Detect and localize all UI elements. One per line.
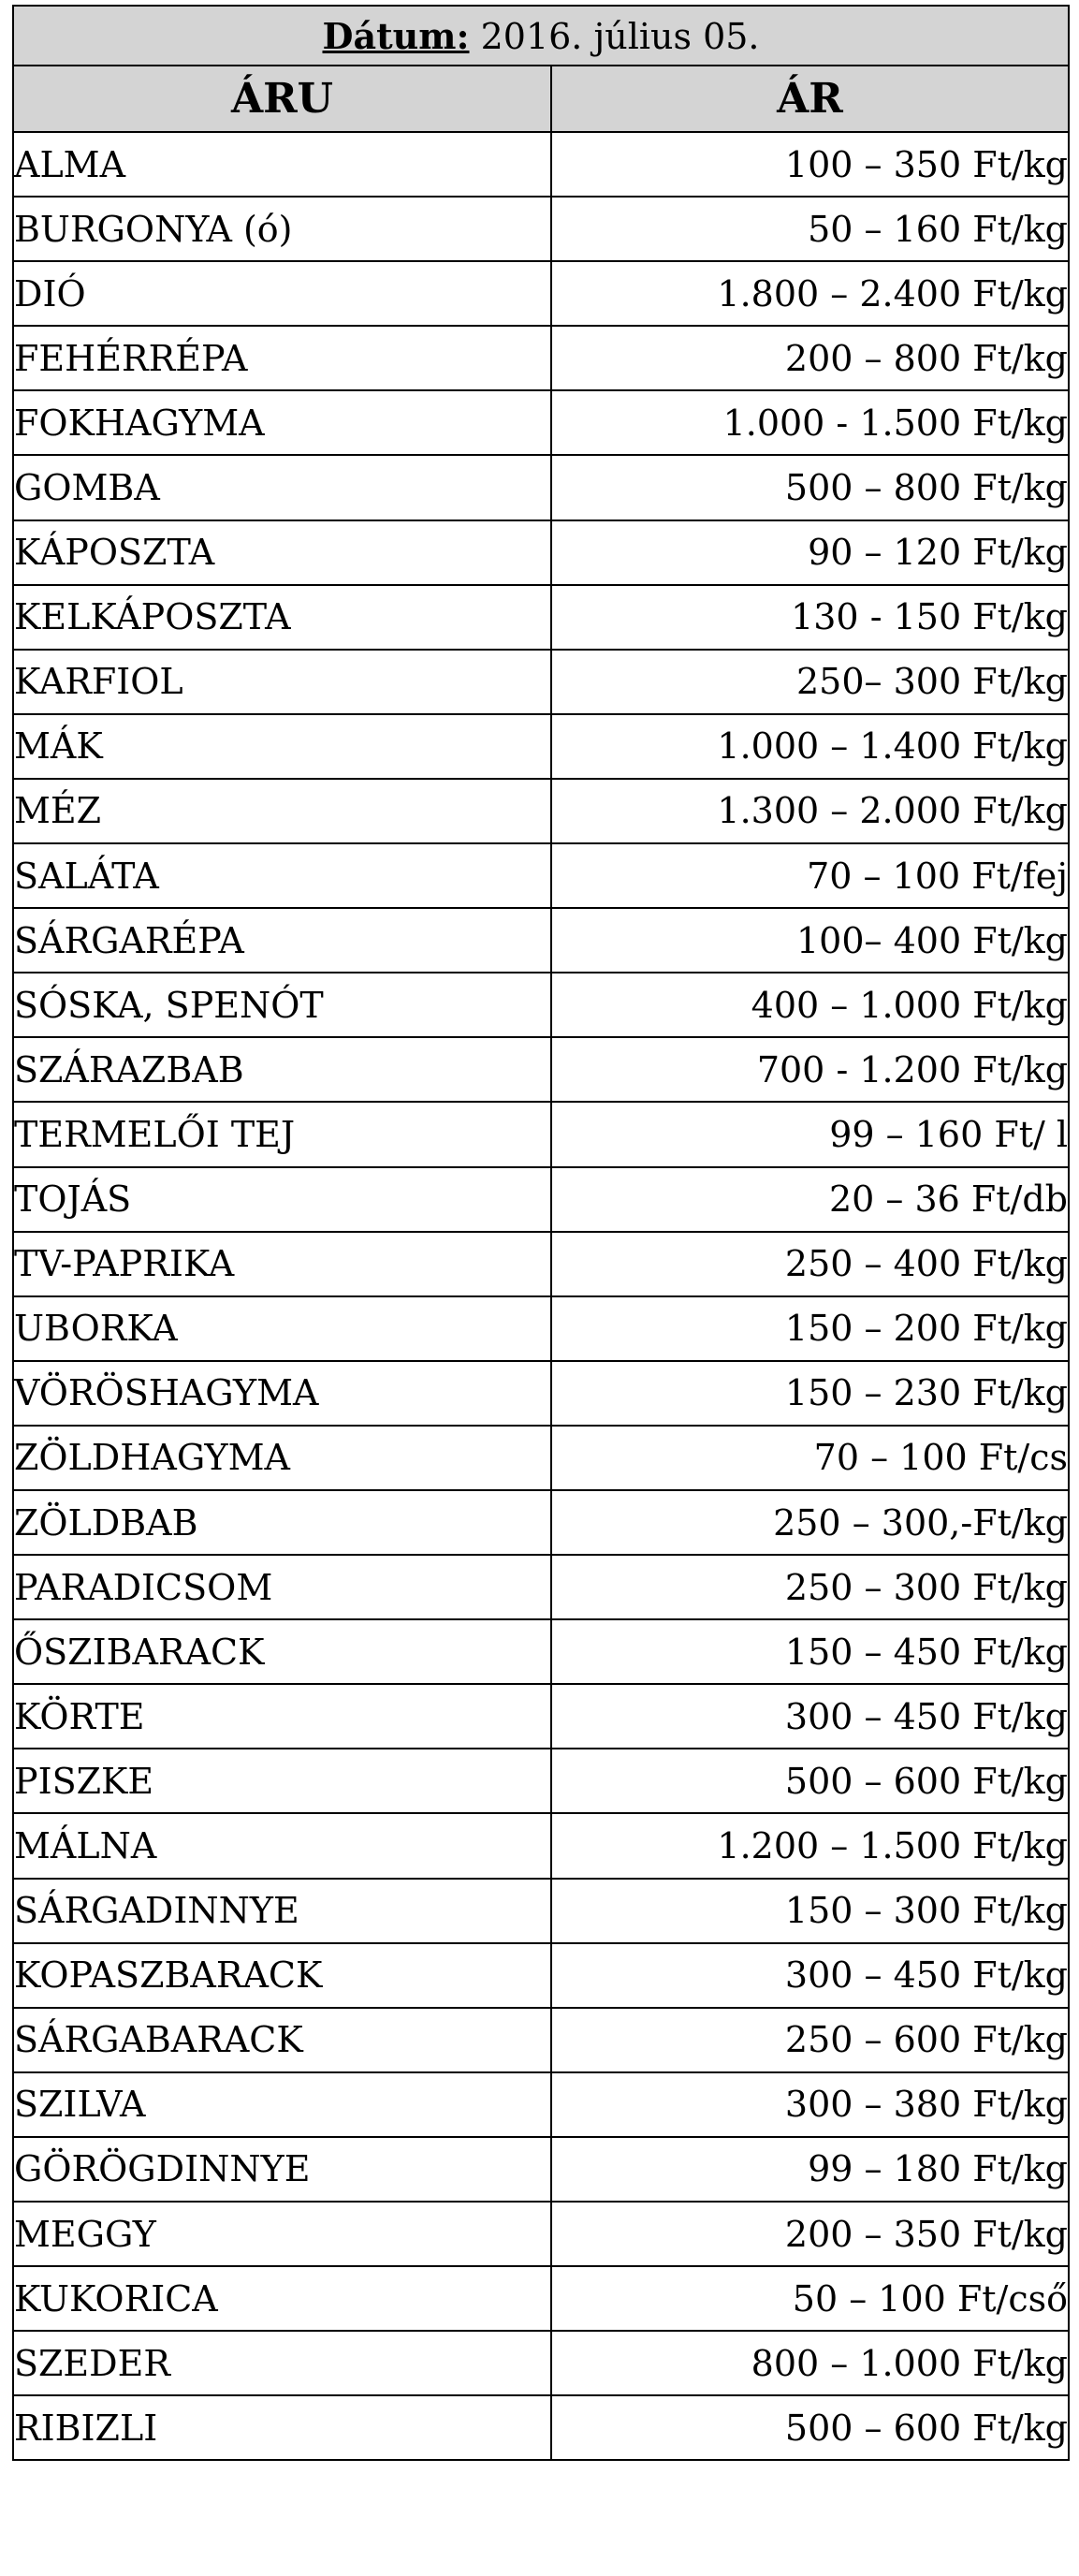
item-price-cell: 150 – 300 Ft/kg xyxy=(551,1879,1069,1943)
item-name-cell: KARFIOL xyxy=(13,650,551,714)
item-name-cell: SZILVA xyxy=(13,2072,551,2137)
item-name-cell: KUKORICA xyxy=(13,2266,551,2331)
item-name-cell: MÁK xyxy=(13,714,551,779)
item-name-cell: SÁRGABARACK xyxy=(13,2008,551,2072)
table-row xyxy=(13,1943,1069,2008)
table-row xyxy=(13,779,1069,843)
table-row xyxy=(13,1749,1069,1813)
item-price-cell: 250 – 600 Ft/kg xyxy=(551,2008,1069,2072)
table-row xyxy=(13,2008,1069,2072)
item-price-cell: 20 – 36 Ft/db xyxy=(551,1167,1069,1232)
item-price-cell: 150 – 450 Ft/kg xyxy=(551,1619,1069,1684)
item-price-cell: 99 – 160 Ft/ l xyxy=(551,1102,1069,1166)
item-name-cell: SÓSKA, SPENÓT xyxy=(13,973,551,1037)
item-name-cell: MEGGY xyxy=(13,2202,551,2266)
item-price-cell: 90 – 120 Ft/kg xyxy=(551,520,1069,585)
item-name-cell: PISZKE xyxy=(13,1749,551,1813)
item-price-cell: 300 – 450 Ft/kg xyxy=(551,1943,1069,2008)
item-name-cell: TV-PAPRIKA xyxy=(13,1232,551,1296)
table-row xyxy=(13,1232,1069,1296)
item-column-header: ÁRU xyxy=(13,66,551,132)
table-row xyxy=(13,455,1069,520)
price-table xyxy=(12,5,1070,2461)
item-name-cell: BURGONYA (ó) xyxy=(13,197,551,261)
date-cell xyxy=(13,6,1069,66)
table-row xyxy=(13,2395,1069,2460)
table-row xyxy=(13,1555,1069,1619)
item-name-cell: SALÁTA xyxy=(13,843,551,908)
table-row xyxy=(13,1684,1069,1749)
item-name-cell: DIÓ xyxy=(13,261,551,326)
item-price-cell: 70 – 100 Ft/fej xyxy=(551,843,1069,908)
table-row xyxy=(13,132,1069,197)
item-name-cell: MÉZ xyxy=(13,779,551,843)
item-price-cell: 250– 300 Ft/kg xyxy=(551,650,1069,714)
table-row xyxy=(13,973,1069,1037)
item-price-cell: 50 – 160 Ft/kg xyxy=(551,197,1069,261)
table-row xyxy=(13,2331,1069,2395)
item-price-cell: 300 – 450 Ft/kg xyxy=(551,1684,1069,1749)
table-row xyxy=(13,197,1069,261)
table-row xyxy=(13,2072,1069,2137)
table-row xyxy=(13,1167,1069,1232)
table-row xyxy=(13,1619,1069,1684)
item-price-cell: 1.800 – 2.400 Ft/kg xyxy=(551,261,1069,326)
item-name-cell: KÁPOSZTA xyxy=(13,520,551,585)
item-price-cell: 99 – 180 Ft/kg xyxy=(551,2137,1069,2202)
date-label: Dátum: xyxy=(322,14,470,57)
table-row xyxy=(13,1813,1069,1878)
table-row xyxy=(13,2202,1069,2266)
item-name-cell: GOMBA xyxy=(13,455,551,520)
item-price-cell: 200 – 350 Ft/kg xyxy=(551,2202,1069,2266)
price-column-header: ÁR xyxy=(551,66,1069,132)
item-price-cell: 1.300 – 2.000 Ft/kg xyxy=(551,779,1069,843)
date-value: 2016. július 05. xyxy=(480,15,760,57)
item-name-cell: SÁRGADINNYE xyxy=(13,1879,551,1943)
item-price-cell: 250 – 300 Ft/kg xyxy=(551,1555,1069,1619)
item-price-cell: 400 – 1.000 Ft/kg xyxy=(551,973,1069,1037)
table-row xyxy=(13,1426,1069,1490)
item-name-cell: VÖRÖSHAGYMA xyxy=(13,1361,551,1426)
item-price-cell: 50 – 100 Ft/cső xyxy=(551,2266,1069,2331)
table-row xyxy=(13,326,1069,390)
item-name-cell: SZÁRAZBAB xyxy=(13,1037,551,1102)
table-row xyxy=(13,908,1069,973)
item-price-cell: 70 – 100 Ft/cs xyxy=(551,1426,1069,1490)
item-price-cell: 800 – 1.000 Ft/kg xyxy=(551,2331,1069,2395)
table-row xyxy=(13,520,1069,585)
item-name-cell: SÁRGARÉPA xyxy=(13,908,551,973)
item-name-cell: TOJÁS xyxy=(13,1167,551,1232)
table-row xyxy=(13,1296,1069,1361)
item-name-cell: KELKÁPOSZTA xyxy=(13,585,551,650)
item-name-cell: MÁLNA xyxy=(13,1813,551,1878)
item-name-cell: UBORKA xyxy=(13,1296,551,1361)
table-row xyxy=(13,390,1069,455)
item-name-cell: KOPASZBARACK xyxy=(13,1943,551,2008)
table-row xyxy=(13,585,1069,650)
item-price-cell: 700 - 1.200 Ft/kg xyxy=(551,1037,1069,1102)
table-row xyxy=(13,1490,1069,1555)
item-name-cell: ŐSZIBARACK xyxy=(13,1619,551,1684)
item-name-cell: GÖRÖGDINNYE xyxy=(13,2137,551,2202)
table-row xyxy=(13,1037,1069,1102)
table-row xyxy=(13,650,1069,714)
item-price-cell: 1.000 - 1.500 Ft/kg xyxy=(551,390,1069,455)
date-row xyxy=(13,6,1069,66)
table-row xyxy=(13,843,1069,908)
item-name-cell: FOKHAGYMA xyxy=(13,390,551,455)
item-name-cell: ZÖLDHAGYMA xyxy=(13,1426,551,1490)
item-price-cell: 500 – 600 Ft/kg xyxy=(551,1749,1069,1813)
item-name-cell: ALMA xyxy=(13,132,551,197)
item-name-cell: RIBIZLI xyxy=(13,2395,551,2460)
item-price-cell: 300 – 380 Ft/kg xyxy=(551,2072,1069,2137)
table-row xyxy=(13,261,1069,326)
item-price-cell: 250 – 400 Ft/kg xyxy=(551,1232,1069,1296)
item-name-cell: TERMELŐI TEJ xyxy=(13,1102,551,1166)
item-price-cell: 250 – 300,-Ft/kg xyxy=(551,1490,1069,1555)
item-name-cell: SZEDER xyxy=(13,2331,551,2395)
item-price-cell: 500 – 800 Ft/kg xyxy=(551,455,1069,520)
item-name-cell: PARADICSOM xyxy=(13,1555,551,1619)
item-price-cell: 150 – 230 Ft/kg xyxy=(551,1361,1069,1426)
table-row xyxy=(13,714,1069,779)
item-price-cell: 1.000 – 1.400 Ft/kg xyxy=(551,714,1069,779)
header-row xyxy=(13,66,1069,132)
item-price-cell: 150 – 200 Ft/kg xyxy=(551,1296,1069,1361)
item-price-cell: 1.200 – 1.500 Ft/kg xyxy=(551,1813,1069,1878)
item-name-cell: KÖRTE xyxy=(13,1684,551,1749)
item-price-cell: 100– 400 Ft/kg xyxy=(551,908,1069,973)
item-name-cell: ZÖLDBAB xyxy=(13,1490,551,1555)
item-name-cell: FEHÉRRÉPA xyxy=(13,326,551,390)
item-price-cell: 500 – 600 Ft/kg xyxy=(551,2395,1069,2460)
table-row xyxy=(13,2266,1069,2331)
item-price-cell: 200 – 800 Ft/kg xyxy=(551,326,1069,390)
item-price-cell: 100 – 350 Ft/kg xyxy=(551,132,1069,197)
table-row xyxy=(13,1102,1069,1166)
table-row xyxy=(13,2137,1069,2202)
table-row xyxy=(13,1879,1069,1943)
table-row xyxy=(13,1361,1069,1426)
item-price-cell: 130 - 150 Ft/kg xyxy=(551,585,1069,650)
